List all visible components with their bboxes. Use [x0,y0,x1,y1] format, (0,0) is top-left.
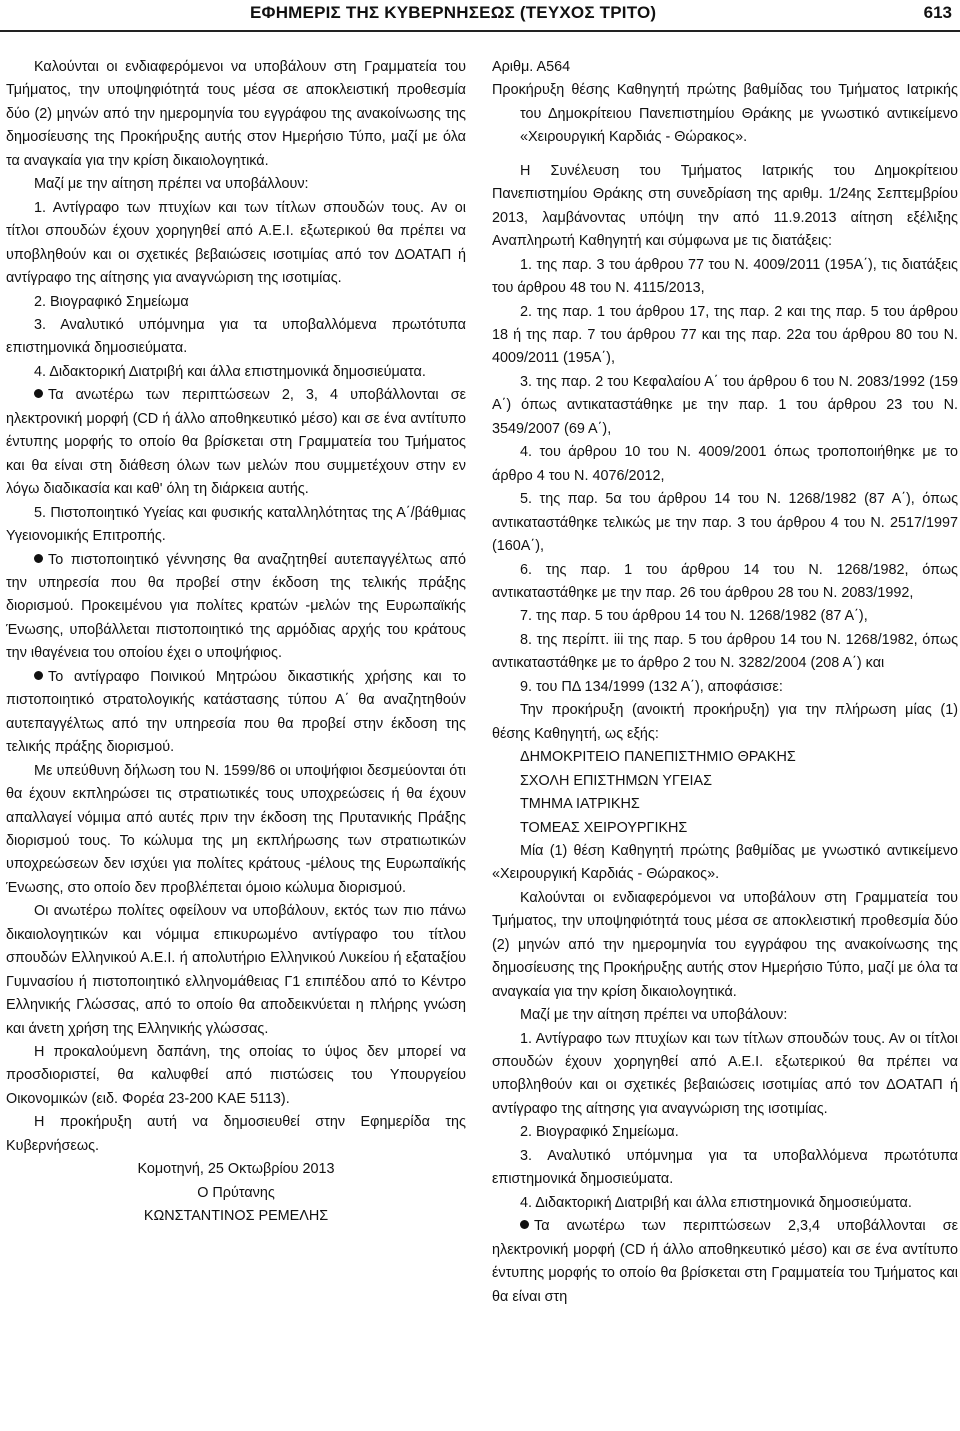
paragraph: Η προκαλούμενη δαπάνη, της οποίας το ύψος δεν μπορεί να προσδιοριστεί, θα καλυφθεί από πιστώσεις του Υπουργείου Οικονομικών (ειδ. Φορέα 23-200 ΚΑΕ 5113). [6,1044,466,1107]
paragraph: 3. Αναλυτικό υπόμνημα για τα υποβαλλόμενα πρωτότυπα επιστημονικά δημοσιεύματα. [6,316,466,357]
reference-number: Αριθμ. Α564 [492,59,571,75]
provision-item: 5. της παρ. 5α του άρθρου 14 του Ν. 1268/1982 (87 Α΄), όπως αντικαταστάθηκε τελικώς με την παρ. 3 του άρθρου 4 του Ν. 2517/1997 (160Α΄), [492,491,958,555]
paragraph: 4. Διδακτορική Διατριβή και άλλα επιστημονικά δημοσιεύματα. [520,1194,912,1211]
provision-item: 3. της παρ. 2 του Κεφαλαίου Α΄ του άρθρου 6 του Ν. 2083/1992 (159 Α΄) όπως αντικαταστάθηκε με την παρ. 1 του άρθρου 23 του Ν. 3549/2007 (69 Α΄), [492,373,958,437]
left-column [6,56,466,1229]
signer-name: ΚΩΝΣΤΑΝΤΙΝΟΣ ΡΕΜΕΛΗΣ [143,1208,329,1225]
provision-item: 6. της παρ. 1 του άρθρου 14 του Ν. 1268/1982, όπως αντικαταστάθηκε με την παρ. 26 του άρθρου 28 του Ν. 2083/1992, [492,561,958,601]
page-header [0,0,960,30]
notice-heading: Προκήρυξη θέσης Καθηγητή πρώτης βαθμίδας του Τμήματος Ιατρικής του Δημοκρίτειου Πανεπιστημίου Θράκης με γνωστικό αντικείμενο «Χειρουργική Καρδιάς - Θώρακος». [492,82,958,146]
paragraph: Την προκήρυξη (ανοικτή προκήρυξη) για την πλήρωση μίας (1) θέσης Καθηγητή, ως εξής: [492,702,958,742]
paragraph: Η προκήρυξη αυτή να δημοσιευθεί στην Εφημερίδα της Κυβερνήσεως. [6,1114,466,1154]
bullet-icon [34,554,43,563]
paragraph: Τα ανωτέρω των περιπτώσεων 2, 3, 4 υποβάλλονται σε ηλεκτρονική μορφή (CD ή άλλο αποθηκευτικό μέσο) και σε ένα αντίτυπο έντυπης μορφής το οποίο θα βρίσκεται στη Γραμματεία του Τμήματος και θα είναι στη διάθεση όλων των μελών που συμμετέχουν στην εν λόγω διαδικασία και καθ' όλη τη διάρκεια αυτής. [6,387,466,498]
org-line: ΤΟΜΕΑΣ ΧΕΙΡΟΥΡΓΙΚΗΣ [520,819,688,836]
provision-item: 9. του ΠΔ 134/1999 (132 Α΄), αποφάσισε: [520,678,783,695]
paragraph: 2. Βιογραφικό Σημείωμα. [520,1124,679,1141]
paragraph: 5. Πιστοποιητικό Υγείας και φυσικής καταλληλότητας της Α΄/βάθμιας Υγειονομικής Επιτροπής. [6,504,466,545]
provision-item: 1. της παρ. 3 του άρθρου 77 του Ν. 4009/2011 (195Α΄), τις διατάξεις του άρθρου 48 του Ν. 4115/2013, [492,256,958,297]
paragraph: Το αντίγραφο Ποινικού Μητρώου δικαστικής χρήσης και το πιστοποιητικό στρατολογικής κατάστασης τύπου Α΄ θα αναζητηθούν αυτεπαγγέλτως από την υπηρεσία που θα προβεί στην έκδοση της τελικής πράξης διορισμού. [6,668,466,756]
paragraph: Μία (1) θέση Καθηγητή πρώτης βαθμίδας με γνωστικό αντικείμενο «Χειρουργική Καρδιάς - Θώρακος». [492,842,958,883]
page-number: 613 [923,3,952,22]
bullet-icon [34,671,43,680]
paragraph: Οι ανωτέρω πολίτες οφείλουν να υποβάλουν, εκτός των πιο πάνω δικαιολογητικών και νόμιμα επικυρωμένο αντίγραφο του τίτλου σπουδών Ελληνικού Α.Ε.Ι. ή απολυτήριο Ελληνικού Λυκείου ή εξαταξίου Γυμνασίου ή πιστοποιητικό ελληνομάθειας Γ1 επιπέδου από το Κέντρο Ελληνικής Γλώσσας, από το οποίο θα αποδεικνύεται η πλήρης γνώση και άνετη χρήση της Ελληνικής γλώσσας. [6,903,466,1037]
paragraph: Το πιστοποιητικό γέννησης θα αναζητηθεί αυτεπαγγέλτως από την υπηρεσία που θα προβεί στην έκδοση της τελικής πράξης διορισμού. Προκειμένου για πολίτες κρατών -μελών της Ευρωπαϊκής Ένωσης, υποβάλλεται πιστοποιητικό της αρμόδιας αρχής του κράτους την ιθαγένεια του οποίου έχει ο υποψήφιος. [6,551,466,662]
provision-item: 2. της παρ. 1 του άρθρου 17, της παρ. 2 και της παρ. 5 του άρθρου 18 ή της παρ. 7 του άρθρου 77 και της παρ. 22α του άρθρου 80 του Ν. 4009/2011 (195Α΄), [492,303,958,367]
paragraph: 3. Αναλυτικό υπόμνημα για τα υποβαλλόμενα πρωτότυπα επιστημονικά δημοσιεύματα. [492,1147,958,1188]
org-line: ΔΗΜΟΚΡΙΤΕΙΟ ΠΑΝΕΠΙΣΤΗΜΙΟ ΘΡΑΚΗΣ [520,749,796,766]
paragraph: 1. Αντίγραφο των πτυχίων και των τίτλων σπουδών τους. Αν οι τίτλοι σπουδών έχουν χορηγηθεί από Α.Ε.Ι. εξωτερικού θα πρέπει να υποβληθούν και οι σχετικές βεβαιώσεις ισοτιμίας από τον ΔΟΑΤΑΠ ή αντίγραφο της αίτησης για αναγνώριση της ισοτιμίας. [492,1030,958,1117]
paragraph: Τα ανωτέρω των περιπτώσεων 2,3,4 υποβάλλονται σε ηλεκτρονική μορφή (CD ή άλλο αποθηκευτικό μέσο) και σε ένα αντίτυπο έντυπης μορφής το οποίο θα βρίσκεται στη Γραμματεία του Τμήματος και θα είναι στη [492,1218,958,1305]
gazette-title: ΕΦΗΜΕΡΙΣ ΤΗΣ ΚΥΒΕΡΝΗΣΕΩΣ (ΤΕΥΧΟΣ ΤΡΙΤΟ) [250,3,657,22]
provision-item: 4. του άρθρου 10 του Ν. 4009/2001 όπως τροποποιήθηκε με το άρθρο 4 του Ν. 4076/2012, [492,444,958,484]
paragraph: Η Συνέλευση του Τμήματος Ιατρικής του Δημοκρίτειου Πανεπιστημίου Θράκης στη συνεδρίαση της αριθμ. 1/24ης Σεπτεμβρίου 2013, λαμβάνοντας υπόψη την από 11.9.2013 αίτηση εξέλιξης Αναπληρωτή Καθηγητή και σύμφωνα με τις διατάξεις: [492,162,958,250]
org-line: ΣΧΟΛΗ ΕΠΙΣΤΗΜΩΝ ΥΓΕΙΑΣ [520,772,712,789]
provision-item: 7. της παρ. 5 του άρθρου 14 του Ν. 1268/1982 (87 Α΄), [520,608,868,625]
paragraph: Καλούνται οι ενδιαφερόμενοι να υποβάλουν στη Γραμματεία του Τμήματος, την υποψηφιότητά τους μέσα σε αποκλειστική προθεσμία δύο (2) μηνών από την ημερομηνία του εγγράφου της ανακοίνωσης της δημοσίευσης της Προκήρυξης αυτής στον Ημερήσιο Τύπο, μαζί με όλα τα αναγκαία για την κρίση δικαιολογητικά. [6,59,466,169]
spacer [492,150,958,160]
signer-title: Ο Πρύτανης [197,1184,275,1201]
paragraph: Με υπεύθυνη δήλωση του Ν. 1599/86 οι υποψήφιοι δεσμεύονται ότι θα έχουν εκπληρώσει τις στρατιωτικές τους υποχρεώσεις ή θα έχουν απαλλαγεί νόμιμα από αυτές πριν την έκδοση της Πρυτανικής Πράξης διορισμού τους. Το κώλυμα της μη εκπλήρωσης των στρατιωτικών υποχρεώσεων δεν ισχύει για πολίτες κράτους -μέλους της Ευρωπαϊκής Ένωσης, στο οποίο δεν προβλέπεται όμοιο κώλυμα διορισμού. [6,762,466,896]
bullet-icon [520,1220,529,1229]
org-line: ΤΜΗΜΑ ΙΑΤΡΙΚΗΣ [520,796,640,813]
bullet-icon [34,389,43,398]
paragraph: Μαζί με την αίτηση πρέπει να υποβάλουν: [520,1007,788,1024]
right-column [492,56,958,1309]
paragraph: Μαζί με την αίτηση πρέπει να υποβάλλουν: [34,176,309,193]
header-rule [0,30,960,32]
paragraph: Καλούνται οι ενδιαφερόμενοι να υποβάλουν στη Γραμματεία του Τμήματος, την υποψηφιότητά τους μέσα σε αποκλειστική προθεσμία δύο (2) μηνών από την ημερομηνία του εγγράφου της ανακοίνωσης της δημοσίευσης της Προκήρυξης αυτής στον Ημερήσιο Τύπο, μαζί με όλα τα αναγκαία για την κρίση δικαιολογητικά. [492,889,958,1000]
paragraph: 4. Διδακτορική Διατριβή και άλλα επιστημονικά δημοσιεύματα. [34,363,426,380]
place-date: Κομοτηνή, 25 Οκτωβρίου 2013 [137,1161,335,1178]
paragraph: 2. Βιογραφικό Σημείωμα [34,293,189,310]
paragraph: 1. Αντίγραφο των πτυχίων και των τίτλων σπουδών τους. Αν οι τίτλοι σπουδών έχουν χορηγηθεί από Α.Ε.Ι. εξωτερικού θα πρέπει να υποβληθούν και οι σχετικές βεβαιώσεις ισοτιμίας από τον ΔΟΑΤΑΠ ή αντίγραφο της αίτησης για αναγνώριση της ισοτιμίας. [6,199,466,287]
provision-item: 8. της περίπτ. iii της παρ. 5 του άρθρου 14 του Ν. 1268/1982, όπως αντικαταστάθηκε με το άρθρο 2 του Ν. 3282/2004 (208 Α΄) και [492,631,958,672]
